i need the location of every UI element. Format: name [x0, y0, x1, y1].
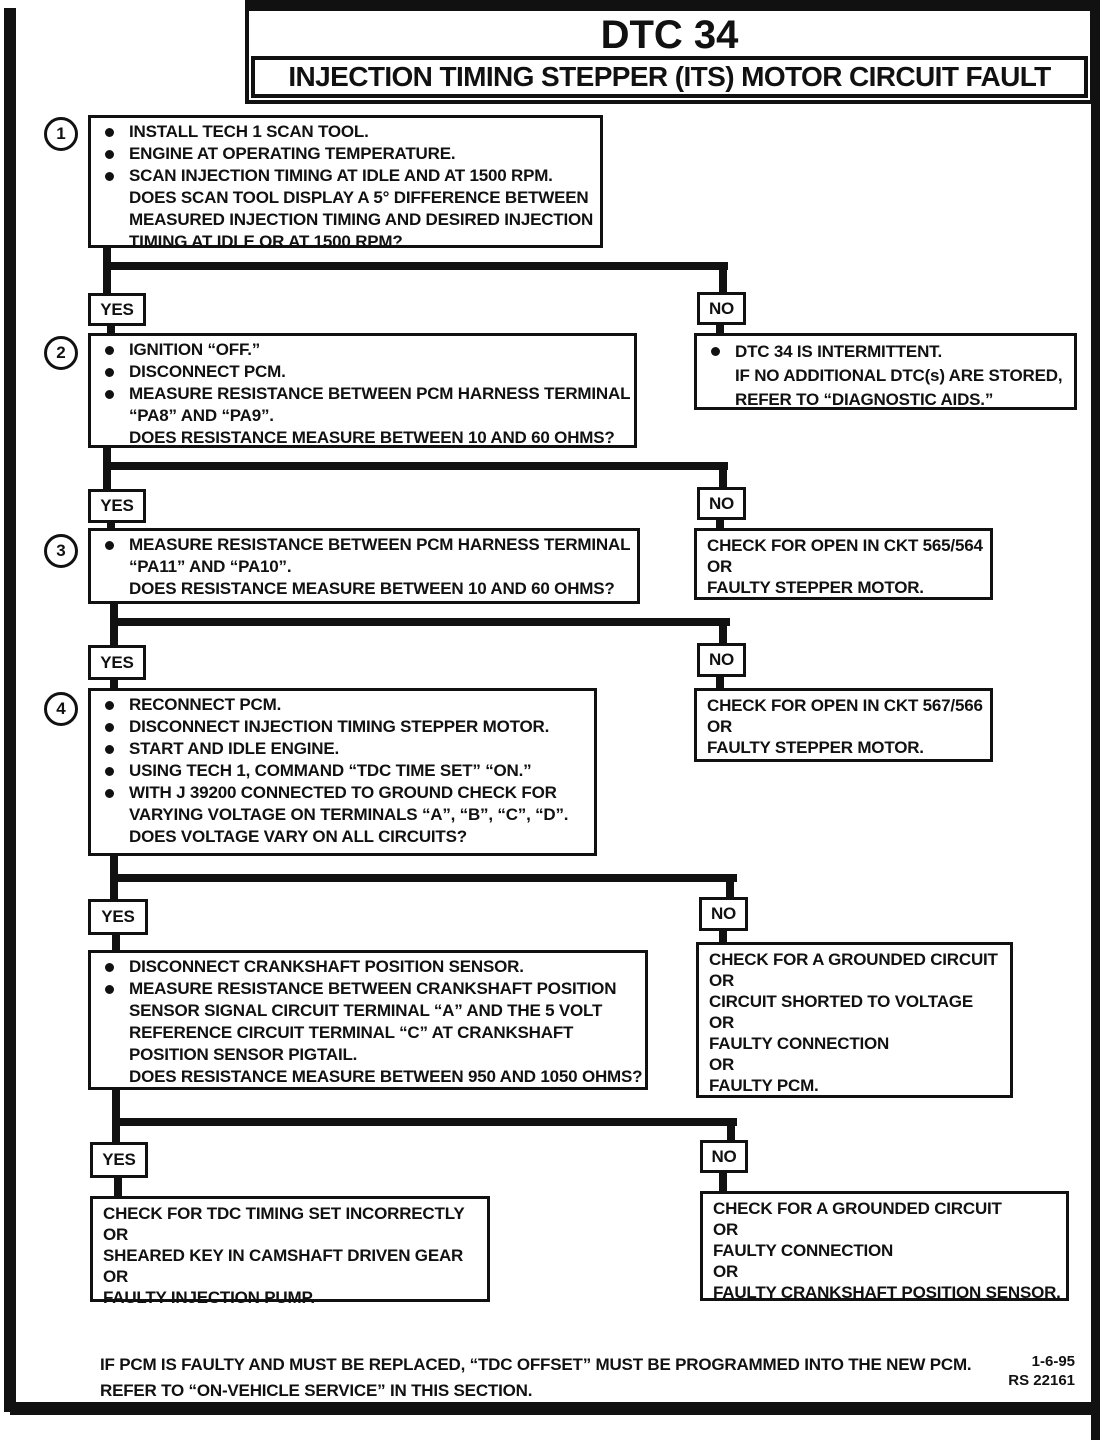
flow-line — [110, 618, 730, 626]
list-item — [97, 231, 594, 253]
step-line: “PA11” AND “PA10”. — [129, 557, 292, 576]
result-line: CHECK FOR A GROUNDED CIRCUIT — [713, 1199, 1002, 1218]
yes-box-4 — [88, 899, 148, 935]
title-box — [245, 0, 1094, 104]
list-item — [97, 383, 631, 405]
flow-line — [114, 1178, 122, 1196]
result-grounded-ckp-box — [700, 1191, 1069, 1301]
result-line: OR — [103, 1267, 129, 1286]
step-line: SCAN INJECTION TIMING AT IDLE AND AT 1500 RPM. — [129, 166, 553, 185]
flow-line — [719, 931, 727, 942]
list-item — [97, 1022, 639, 1044]
list-item — [97, 978, 639, 1000]
no-box-2 — [697, 487, 746, 520]
result-line: OR — [713, 1262, 739, 1281]
bullet-icon — [105, 963, 114, 972]
step-line: DISCONNECT PCM. — [129, 362, 286, 381]
flow-line — [726, 874, 734, 897]
footer-note — [100, 1352, 1000, 1404]
no-label: NO — [708, 650, 735, 669]
list-item — [97, 738, 588, 760]
result-grounded-pcm-box — [696, 942, 1013, 1098]
step-number-4: 4 — [44, 692, 78, 726]
result-line: OR — [709, 1013, 735, 1032]
result-line: OR — [707, 717, 733, 736]
bullet-icon — [105, 745, 114, 754]
result-line: OR — [707, 557, 733, 576]
bullet-icon — [105, 368, 114, 377]
list-item — [97, 165, 594, 187]
step-5-box — [88, 950, 648, 1090]
flow-line — [112, 935, 120, 950]
yes-label: YES — [101, 907, 135, 926]
list-item — [97, 804, 588, 826]
step-line: RECONNECT PCM. — [129, 695, 282, 714]
bullet-icon — [105, 767, 114, 776]
step-1-box — [88, 115, 603, 251]
result-tdc-timing-box — [90, 1196, 490, 1307]
result-line: CHECK FOR OPEN IN CKT 567/566 — [707, 696, 983, 715]
yes-label: YES — [100, 299, 134, 319]
step-2-box — [88, 333, 637, 448]
flow-line — [103, 248, 111, 293]
yes-box-3 — [88, 645, 146, 680]
list-item — [97, 1000, 639, 1022]
step-line: POSITION SENSOR PIGTAIL. — [129, 1045, 358, 1064]
flow-line — [110, 874, 737, 882]
bullet-icon — [105, 541, 114, 550]
yes-label: YES — [100, 496, 134, 515]
step-line: USING TECH 1, COMMAND “TDC TIME SET” “ON.” — [129, 761, 532, 780]
list-item — [97, 427, 628, 449]
step-line: MEASURE RESISTANCE BETWEEN PCM HARNESS TERMINAL — [129, 535, 631, 554]
step-line: MEASURE RESISTANCE BETWEEN CRANKSHAFT POSITION — [129, 979, 617, 998]
no-box-1 — [697, 292, 746, 325]
step-line: IGNITION “OFF.” — [129, 340, 261, 359]
reference-block — [985, 1352, 1075, 1390]
no-label: NO — [710, 904, 737, 923]
result-line: SHEARED KEY IN CAMSHAFT DRIVEN GEAR — [103, 1246, 464, 1265]
result-line: DTC 34 IS INTERMITTENT. — [735, 342, 942, 361]
list-item — [97, 826, 588, 848]
step-line: MEASURED INJECTION TIMING AND DESIRED INJECTION — [129, 210, 594, 229]
list-item — [97, 782, 588, 804]
flow-line — [103, 262, 728, 270]
step-3-box — [88, 528, 640, 604]
bullet-icon — [105, 128, 114, 137]
footer-note-line: IF PCM IS FAULTY AND MUST BE REPLACED, “TDC OFFSET” MUST BE PROGRAMMED INTO THE NEW PCM. — [100, 1355, 972, 1374]
no-label: NO — [711, 1146, 737, 1166]
step-line: WITH J 39200 CONNECTED TO GROUND CHECK FOR — [129, 783, 557, 802]
result-line: OR — [103, 1225, 129, 1244]
no-label: NO — [708, 493, 735, 513]
list-item — [97, 405, 628, 427]
list-item — [97, 187, 594, 209]
step-number-2: 2 — [44, 336, 78, 370]
bullet-icon — [105, 701, 114, 710]
flow-line — [112, 1090, 120, 1142]
list-item — [97, 578, 631, 600]
list-item — [97, 121, 594, 143]
flow-line — [103, 462, 728, 470]
step-number-3: 3 — [44, 534, 78, 568]
flow-line — [112, 1118, 737, 1126]
result-line: CHECK FOR A GROUNDED CIRCUIT — [709, 950, 998, 969]
list-item — [97, 694, 588, 716]
list-item — [97, 339, 628, 361]
step-line: ENGINE AT OPERATING TEMPERATURE. — [129, 144, 456, 163]
list-item — [97, 556, 631, 578]
step-line: DOES RESISTANCE MEASURE BETWEEN 10 AND 60 OHMS? — [129, 579, 615, 598]
step-4-box — [88, 688, 597, 856]
list-item — [97, 361, 628, 383]
flow-line — [727, 1118, 735, 1140]
result-open-565-564-box — [694, 528, 993, 600]
list-item — [97, 716, 588, 738]
step-line: DOES RESISTANCE MEASURE BETWEEN 950 AND 1050 OHMS? — [129, 1067, 643, 1086]
step-line: MEASURE RESISTANCE BETWEEN PCM HARNESS TERMINAL — [129, 384, 631, 403]
result-line: CHECK FOR TDC TIMING SET INCORRECTLY — [103, 1204, 465, 1223]
result-line: IF NO ADDITIONAL DTC(s) ARE STORED, — [735, 366, 1063, 385]
flow-line — [716, 677, 724, 688]
bullet-icon — [105, 346, 114, 355]
no-label: NO — [708, 298, 735, 318]
bullet-icon — [105, 172, 114, 181]
no-box-5 — [700, 1140, 748, 1173]
result-open-567-566-box — [694, 688, 993, 762]
page-title: DTC 34 — [600, 13, 739, 57]
bullet-icon — [711, 347, 720, 356]
step-line: DOES RESISTANCE MEASURE BETWEEN 10 AND 60 OHMS? — [129, 428, 615, 447]
yes-box-2 — [88, 489, 146, 523]
yes-box-1 — [88, 293, 146, 326]
step-line: INSTALL TECH 1 SCAN TOOL. — [129, 122, 369, 141]
result-line: REFER TO “DIAGNOSTIC AIDS.” — [735, 390, 994, 409]
step-line: VARYING VOLTAGE ON TERMINALS “A”, “B”, “C”, “D”. — [129, 805, 569, 824]
result-line: FAULTY STEPPER MOTOR. — [707, 738, 924, 757]
reference-date: 1-6-95 — [1031, 1353, 1075, 1370]
list-item — [97, 1066, 643, 1088]
flow-line — [719, 618, 727, 643]
result-line: CHECK FOR OPEN IN CKT 565/564 — [707, 536, 983, 555]
bullet-icon — [105, 390, 114, 399]
yes-box-5 — [90, 1142, 148, 1178]
reference-number: RS 22161 — [1008, 1372, 1075, 1389]
result-line: OR — [709, 971, 735, 990]
list-item — [97, 143, 594, 165]
no-box-3 — [697, 643, 746, 677]
list-item — [97, 534, 631, 556]
no-box-4 — [699, 897, 748, 931]
yes-label: YES — [100, 652, 134, 672]
list-item — [97, 209, 594, 231]
result-line: FAULTY CONNECTION — [713, 1241, 894, 1260]
page-border-right — [1091, 0, 1100, 1440]
footer-note-line: REFER TO “ON-VEHICLE SERVICE” IN THIS SECTION. — [100, 1381, 533, 1400]
bullet-icon — [105, 723, 114, 732]
list-item — [97, 760, 588, 782]
step-line: TIMING AT IDLE OR AT 1500 RPM? — [129, 232, 403, 251]
page-subtitle-text: INJECTION TIMING STEPPER (ITS) MOTOR CIRCUIT FAULT — [288, 61, 1051, 92]
flow-line — [110, 680, 118, 688]
list-item — [97, 956, 639, 978]
step-number-1: 1 — [44, 117, 78, 151]
page-subtitle — [251, 56, 1088, 98]
result-line: FAULTY CRANKSHAFT POSITION SENSOR. — [713, 1283, 1061, 1302]
list-item — [703, 388, 1068, 412]
list-item — [97, 1044, 639, 1066]
step-line: DISCONNECT INJECTION TIMING STEPPER MOTOR. — [129, 717, 550, 736]
bullet-icon — [105, 789, 114, 798]
result-line: FAULTY CONNECTION — [709, 1034, 890, 1053]
step-line: DOES SCAN TOOL DISPLAY A 5° DIFFERENCE BETWEEN — [129, 188, 589, 207]
step-line: DISCONNECT CRANKSHAFT POSITION SENSOR. — [129, 957, 524, 976]
page-border-left — [4, 8, 16, 1412]
flow-line — [719, 462, 727, 488]
bullet-icon — [105, 985, 114, 994]
list-item — [703, 340, 1068, 364]
result-line: FAULTY STEPPER MOTOR. — [707, 578, 924, 597]
result-line: FAULTY INJECTION PUMP. — [103, 1288, 315, 1307]
step-line: REFERENCE CIRCUIT TERMINAL “C” AT CRANKSHAFT — [129, 1023, 574, 1042]
result-intermittent-box — [694, 333, 1077, 410]
bullet-icon — [105, 150, 114, 159]
result-line: CIRCUIT SHORTED TO VOLTAGE — [709, 992, 973, 1011]
flow-line — [719, 1173, 727, 1191]
result-line: OR — [709, 1055, 735, 1074]
flow-line — [719, 262, 727, 292]
step-line: START AND IDLE ENGINE. — [129, 739, 339, 758]
list-item — [703, 364, 1068, 388]
yes-label: YES — [102, 1150, 136, 1169]
result-line: FAULTY PCM. — [709, 1076, 819, 1095]
step-line: SENSOR SIGNAL CIRCUIT TERMINAL “A” AND THE 5 VOLT — [129, 1001, 603, 1020]
result-line: OR — [713, 1220, 739, 1239]
step-line: DOES VOLTAGE VARY ON ALL CIRCUITS? — [129, 827, 467, 846]
step-line: “PA8” AND “PA9”. — [129, 406, 274, 425]
